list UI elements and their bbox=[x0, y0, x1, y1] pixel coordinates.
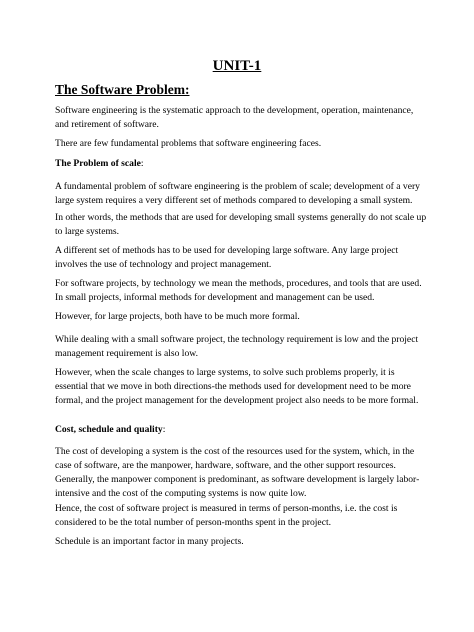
intro-paragraph-2: There are few fundamental problems that software engineering faces. bbox=[55, 138, 322, 149]
scale-heading-suffix: : bbox=[140, 158, 144, 169]
scale-heading-text: The Problem of scale bbox=[55, 158, 141, 169]
scale-paragraph-6: While dealing with a small software project, the technology requirement is low and the project management requirement is also low. bbox=[55, 334, 419, 359]
cost-heading-text: Cost, schedule and quality bbox=[55, 424, 163, 435]
intro-paragraph-1: Software engineering is the systematic approach to the development, operation, maintenance, and retirement of software. bbox=[55, 105, 414, 130]
scale-paragraph-3: A different set of methods has to be used for developing large software. Any large project involves the use of technology and project management. bbox=[55, 245, 399, 270]
scale-paragraph-5: However, for large projects, both have to be much more formal. bbox=[55, 311, 300, 322]
section-title: The Software Problem: bbox=[55, 82, 190, 97]
cost-heading bbox=[55, 423, 165, 437]
cost-paragraph-1: The cost of developing a system is the cost of the resources used for the system, which, in the case of software, are the manpower, hardware, software, and the other support resources. Generally, the manpower component is predominant, as software development is largely labor-intensive and the cost of the computing systems is now quite low. bbox=[55, 446, 420, 499]
cost-paragraph-2: Hence, the cost of software project is measured in terms of person-months, i.e. the cost is considered to be the total number of person-months spent in the project. bbox=[55, 503, 398, 528]
scale-paragraph-1: A fundamental problem of software engineering is the problem of scale; development of a very large system requires a very different set of methods compared to developing a small system. bbox=[55, 181, 420, 206]
scale-paragraph-7: However, when the scale changes to large systems, to solve such problems properly, it is essential that we move in both directions-the methods used for development need to be more formal, and the project management for the development project also needs to be more formal. bbox=[55, 367, 419, 406]
scale-paragraph-4: For software projects, by technology we mean the methods, procedures, and tools that are used. In small projects, informal methods for development and management can be used. bbox=[55, 278, 422, 303]
cost-heading-suffix: : bbox=[162, 424, 166, 435]
scale-heading bbox=[55, 157, 144, 171]
scale-paragraph-2: In other words, the methods that are used for developing small systems generally do not scale up to large systems. bbox=[55, 212, 427, 237]
unit-title: UNIT-1 bbox=[212, 58, 262, 74]
cost-paragraph-3: Schedule is an important factor in many projects. bbox=[55, 536, 244, 547]
